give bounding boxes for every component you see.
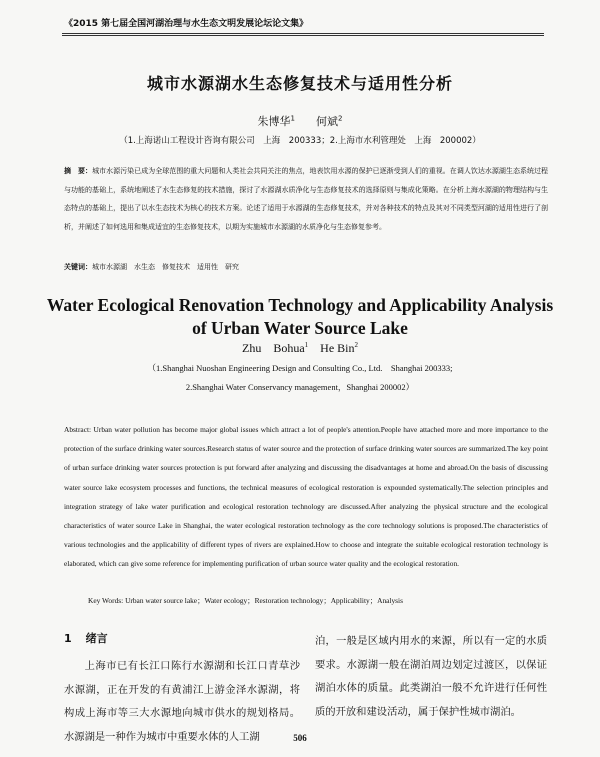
author-2: 何斌 [315, 115, 338, 128]
english-author-2: He Bin [320, 341, 355, 355]
english-author-2-affil-mark: 2 [354, 341, 358, 349]
chinese-affiliation: （1.上海诺山工程设计咨询有限公司 上海 200333；2.上海市水利管理处 上海 200002） [119, 136, 481, 146]
english-author-1-affil-mark: 1 [304, 341, 309, 349]
body-column-left [64, 630, 300, 749]
english-keywords-text: Urban water source lake；Water ecology；Restoration technology；Applicability；Analysis [125, 596, 403, 605]
chinese-title: 城市水源湖水生态修复技术与适用性分析 [146, 74, 453, 93]
running-head: 《2015 第七届全国河湖治理与水生态文明发展论坛论文集》 [64, 19, 309, 29]
author-1: 朱博华 [257, 115, 291, 128]
section-paragraph-right: 泊，一般是区域内用水的来源，所以有一定的水质要求。水源湖一般在湖泊周边划定过渡区，以保证湖泊水体的质量。此类湖泊一般不允许进行任何性质的开放和建设活动，属于保护性城市湖泊。 [315, 635, 547, 718]
chinese-keywords-label: 关键词： [64, 263, 92, 271]
english-abstract-text: Urban water pollution has become major global issues which attract a lot of people's attention.People have attached more and more importance to the protection of the surface drinking water sources.Research status of water source and the protection of surface drinking water sources are summarized.The key point of urban surface drinking water sources protection is put forward after analyzing and discussing the disadvantages at home and abroad.On the basis of discussing water source lake ecosystem processes and functions, the technical measures of ecological restoration is expounded systematically.The selection principles and integration strategy of lake water purification and ecological restoration technology are discussed.After analyzing the physical structure and the ecological characteristics of water source Lake in Shanghai, the water ecological restoration technology as the core technology solutions is proposed.The characteristics of various technologies and the applicability of different types of rivers are explained.How to choose and integrate the suitable ecological restoration technology is elaborated, which can give some reference for implementing purification of urban source water quality and the ecological restoration. [64, 425, 548, 569]
body-column-right [315, 630, 547, 724]
english-affiliation-line-1: （1.Shanghai Nuoshan Engineering Design and Consulting Co., Ltd. Shanghai 200333; [147, 363, 453, 373]
english-affiliation-line-2: 2.Shanghai Water Conservancy management，Shanghai 200002） [185, 382, 415, 392]
english-keywords [88, 595, 403, 606]
chinese-keywords [64, 262, 239, 272]
chinese-abstract [64, 162, 548, 236]
english-authors [0, 339, 600, 356]
chinese-authors [0, 113, 600, 129]
author-1-affil-mark: 1 [290, 114, 295, 123]
section-title: 绪言 [85, 632, 108, 645]
section-paragraph-left: 上海市已有长江口陈行水源湖和长江口青草沙水源湖，正在开发的有黄浦江上游金泽水源湖，将构成上海市等三大水源地向城市供水的规划格局。水源湖是一种作为城市中重要水体的人工湖 [64, 660, 300, 743]
english-title-line-1: Water Ecological Renovation Technology and Applicability Analysis [46, 295, 554, 315]
english-author-1: Zhu Bohua [241, 341, 305, 355]
english-title-line-2: of Urban Water Source Lake [192, 318, 408, 338]
chinese-keywords-text: 城市水源湖 水生态 修复技术 适用性 研究 [92, 263, 239, 271]
english-abstract-label: Abstract: [64, 425, 92, 434]
header-rule-thin [62, 35, 544, 36]
english-abstract [64, 420, 548, 574]
section-heading [64, 630, 300, 646]
page-number: 506 [293, 733, 307, 743]
chinese-abstract-text: 城市水源污染已成为全球范围的重大问题和人类社会共同关注的焦点，地表饮用水源的保护已逐渐受到人们的重视。在调人饮达水源湖生态系统过程与功能的基础上，系统地阐述了水生态修复的技术措施，探讨了水源湖水质净化与生态修复技术的选择原则与集成化策略。在分析上海水源湖的物理结构与生态特点的基础上，提出了以水生态技术为核心的技术方案。论述了适用于水源湖的生态修复技术，并对各种技术的特点及其对不同类型河湖的适用性进行了剖析，并阐述了如何选用和集成适宜的生态修复技术，以期为实施城市水源湖的水质净化与生态修复参考。 [64, 167, 549, 231]
chinese-abstract-label: 摘 要： [64, 167, 93, 175]
header-rule [62, 33, 544, 34]
section-number: 1 [64, 632, 72, 645]
english-title [0, 294, 600, 340]
author-2-affil-mark: 2 [337, 114, 343, 123]
english-affiliation [0, 359, 600, 397]
english-keywords-label: Key Words: [88, 596, 124, 605]
